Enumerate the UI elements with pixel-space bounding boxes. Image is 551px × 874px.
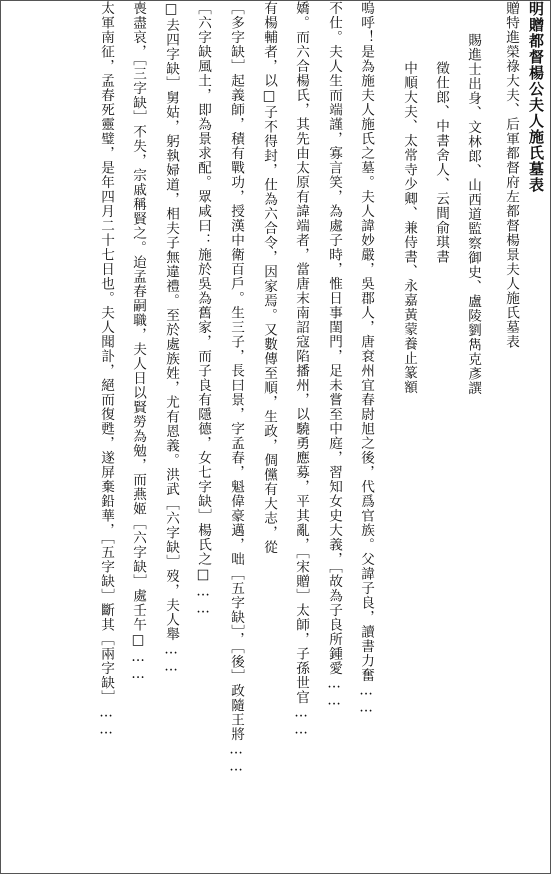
body-column: 有楊輔者，以□子不得封，仕為六合令，因家焉。又數傳至順，生政，倜儻有大志，從 [261,1,277,555]
body-column: □去四字缺］舅姑，躬執婦道，相夫子無違禮。至於處族姓，尤有恩義。洪武［六字缺］歿，夫人舉…… [163,1,179,676]
body-column: ［多字缺］起義師，積有戰功，授漢中衛百戶。生三子，長曰景，字孟春，魁偉豪邁，咄［五字缺］，［後］政隨王將…… [228,1,244,776]
inscription-title: 明贈都督楊公夫人施氏墓表 [527,1,545,193]
body-column: 喪盡哀，［三字缺］不失，宗戚稱賢之。迨孟春嗣職，夫人日以賢勞為勉，而燕姬［六字缺］處壬午□…… [130,1,146,683]
body-column: 太軍南征，孟春死靈璧，是年四月二十七日也。夫人聞訃，絕而復甦，遂屏棄鉛華，［五字缺］斷其［兩字缺］…… [98,1,114,739]
seal-script-credit: 中順大夫、太常寺少卿、兼侍書、永嘉黃蒙養止篆額 [401,61,417,395]
author-credit: 賜進士出身、文林郎、山西道監察御史、盧陵劉雋克彥譔 [465,33,481,396]
body-column: 不仕。夫人生而端謹，寡言笑，為處子時，惟日事閨門，足未嘗至中庭，習知女史大義，［故為子良所鍾愛…… [326,1,342,710]
body-column: ［六字缺風土，即為景求配。眾咸曰：施於吳為舊家，而子良有隱德，女七字缺］楊氏之□…… [195,1,211,618]
body-column: 嗚呼！是為施夫人施氏之墓。夫人諱妙嚴，吳郡人，唐袞州宜春尉旭之後，代爲官族。父諱子良，讀書力奮…… [358,1,374,717]
inscription-subtitle: 贈特進榮祿大夫、后軍都督府左都督楊景夫人施氏墓表 [503,1,519,349]
calligrapher-credit: 徵仕郎、中書舍人、云間俞琪書 [433,61,449,264]
body-column: 嬌。而六合楊氏，其先由太原有諱端者，當唐末南詔寇陷播州，以驍勇應募，平其亂，［宋贈］太師，子孫世官…… [293,1,309,739]
